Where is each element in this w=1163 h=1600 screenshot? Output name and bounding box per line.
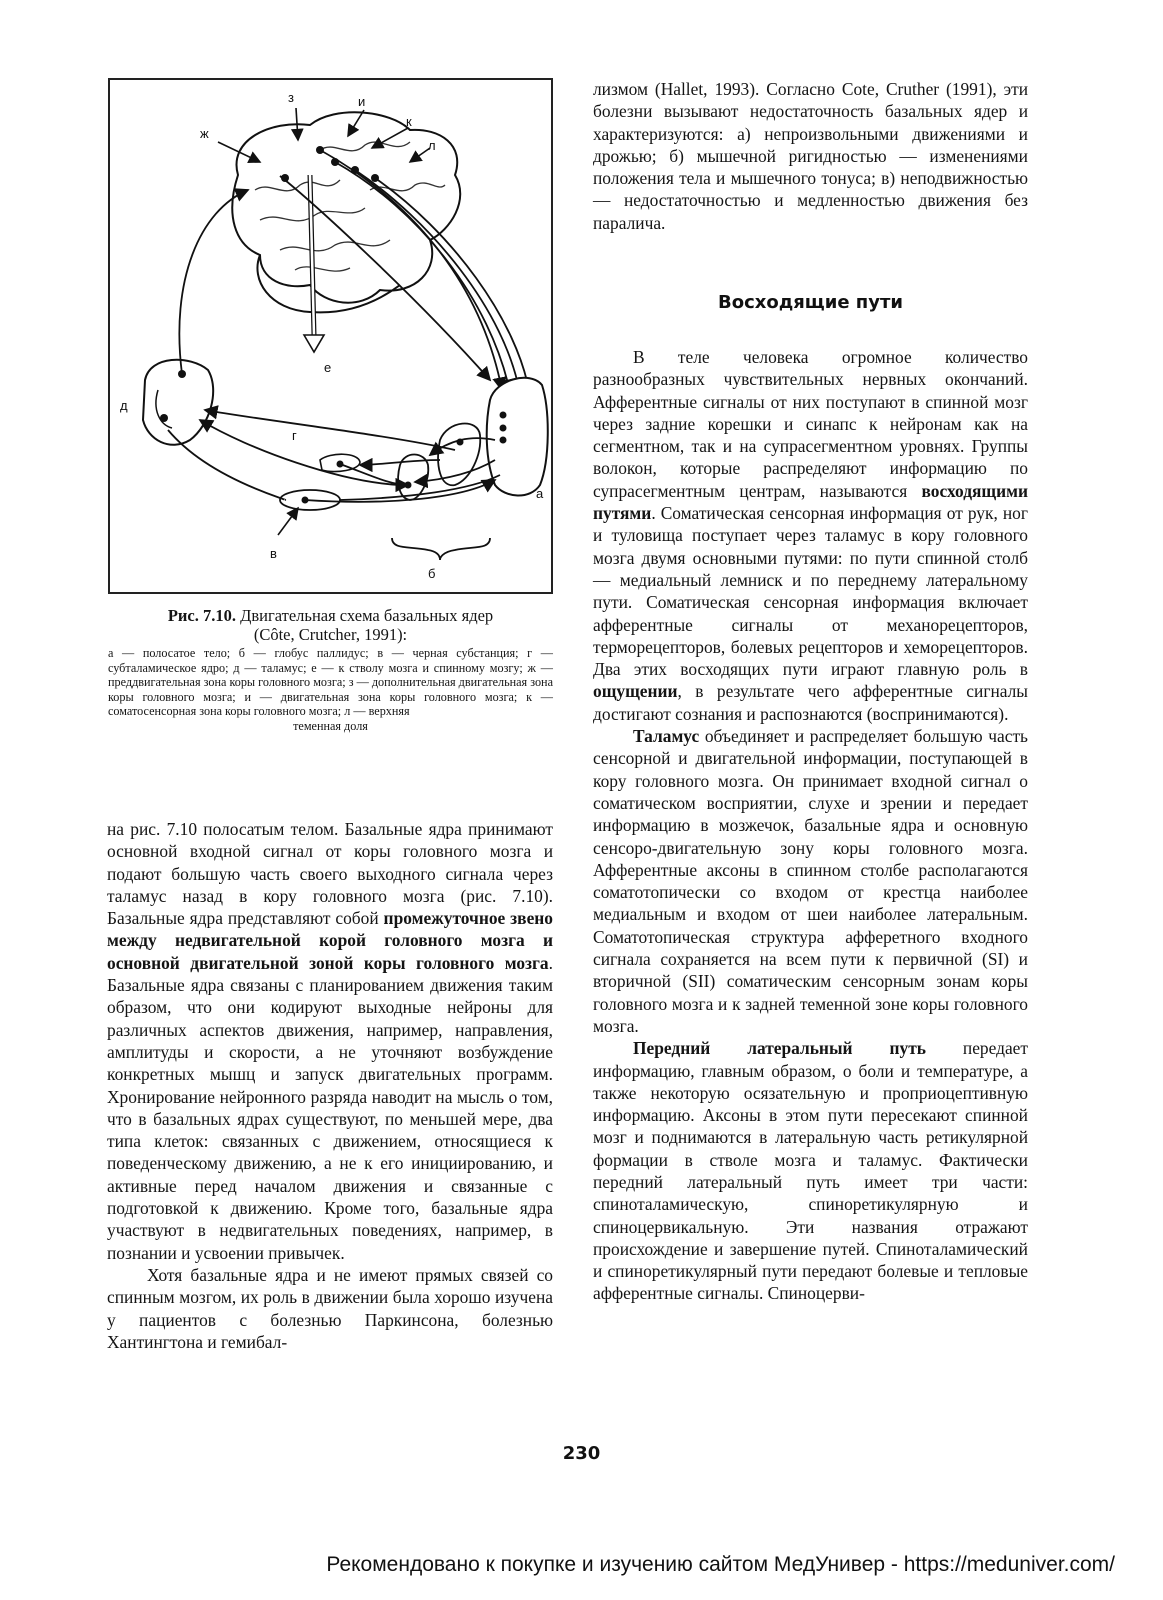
figure-source: (Côte, Crutcher, 1991): (253, 625, 408, 644)
figure-caption (108, 606, 553, 734)
left-paragraph-2: Хотя базальные ядра и не имеют прямых связей со спинным мозгом, их роль в движении была хорошо изучена у пациентов с болезнью Паркинсона, болезнью Хантингтона и гемибал- (107, 1264, 553, 1352)
figure-legend (108, 646, 553, 734)
globus-pallidus-shape (438, 424, 480, 486)
label-z: з (288, 90, 294, 105)
footer-recommendation: Рекомендовано к покупке и изучению сайтом МедУнивер - https://meduniver.com/ (326, 1553, 1115, 1576)
bold-term-thalamus: Таламус (633, 726, 700, 747)
label-v: в (270, 546, 277, 561)
right-paragraph-3: Передний латеральный путь передает информацию, главным образом, о боли и температуре, а также некоторую осязательную и проприоцептивную информацию. Аксоны в этом пути пересекают спинной мозг и поднимаются в латеральную часть ретикулярной формации в стволе мозга и таламус. Фактически передний латеральный путь имеет три части: спиноталамическую, спиноретикулярную и спиноцервикальную. Эти названия отражают происхождение и завершение путей. Спиноталамический и спиноретикулярный пути передают болевые и тепловые афферентные сигналы. Спиноцерви- (593, 1038, 1028, 1304)
label-zh: ж (200, 126, 209, 141)
right-paragraph-1: В теле человека огромное количество разнообразных чувствительных нервных окончаний. Афферентные сигналы от них поступают в спинной мозг через задние корешки и синапс к нейронам как на сегментном, так и на супрасегментном уровнях. Группы волокон, которые распределяют информацию по супрасегментным центрам, называются восходящими путями. Соматическая сенсорная информация от рук, ног и туловища поступает через таламус в кору головного мозга двумя основными путями: по пути спинной столб — медиальный лемниск и по переднему латеральному пути. Соматическая сенсорная информация включает афферентные сигналы от механорецепторов, терморецепторов, болевых рецепторов и хеморецепторов. Два этих восходящих пути играют главную роль в ощущении, в результате чего афферентные сигналы достигают сознания и распознаются (воспринимаются). (593, 347, 1028, 724)
figure-title (108, 606, 553, 644)
brace-b (392, 538, 490, 560)
page-number: 230 (562, 1443, 601, 1464)
bold-term-sensation: ощущении (593, 681, 678, 702)
bold-term-anterolateral: Передний латеральный путь (633, 1038, 926, 1059)
label-k: к (406, 114, 412, 129)
section-heading: Восходящие пути (717, 292, 904, 313)
figure-legend-text: а — полосатое тело; б — глобус паллидус; в — черная субстанция; г — субталамическое ядро; д — таламус; е — к стволу мозга и спинному мозгу; ж — преддвигательная зона коры головного мозга; з — дополнительная двигательная зона коры головного мозга; и — двигательная зона коры головного мозга; к — соматосенсорная зона коры головного мозга; л — верхняя (108, 646, 553, 719)
label-i: и (358, 94, 366, 109)
thalamus-shape (143, 360, 213, 445)
label-g: г (292, 428, 297, 443)
right-column-top (593, 78, 1028, 234)
bold-term-intermediate-link: промежуточное звено между недвигательной корой головного мозга и основной двигательной зоной коры головного мозга (107, 908, 553, 973)
figure-legend-last: теменная доля (293, 718, 368, 733)
basal-ganglia-diagram (110, 80, 551, 592)
right-paragraph-2: Таламус объединяет и распределяет большую часть сенсорной и двигательной информации, поступающей в кору головного мозга. Он принимает входной сигнал о соматическом восприятии, слухе и зрении и передает информацию в мозжечок, базальные ядра и основную сенсоро-двигательную зону коры головного мозга. Афферентные аксоны в спинном столбе располагаются соматотопически со входом от крестца наиболее медиальным и входом от шеи наиболее латеральным. Соматотопическая структура афферетного входного сигнала сохраняется на всем пути к первичной (SI) и вторичной (SII) соматическим сенсорным зонам коры головного мозга и к задней теменной зоне коры головного мозга. (593, 726, 1028, 1036)
left-paragraph-1: на рис. 7.10 полосатым телом. Базальные ядра принимают основной входной сигнал от коры головного мозга и подают большую часть своего выходного сигнала через таламус назад в кору головного мозга (рис. 7.10). Базальные ядра представляют собой промежуточное звено между недвигательной корой головного мозга и основной двигательной зоной коры головного мозга. Базальные ядра связаны с планированием движения таким образом, что они кодируют выходные нейроны для различных аспектов движения, например, направления, амплитуды и скорости, а не уточняют возбуждение конкретных мышц и запуск двигательных программ. Хронирование нейронного разряда наводит на мысль о том, что в базальных ядрах существуют, по меньшей мере, два типа клеток: связанных с движением, относящиеся к поведенческому движению, а не к его инициированию, и активные перед началом движения и связанные с подготовкой к движению. Кроме того, базальные ядра участвуют в недвигательных поведениях, например, в познании и усвоении привычек. (107, 819, 553, 1263)
label-b: б (428, 566, 436, 581)
figure-title-text: Двигательная схема базальных ядер (240, 606, 494, 625)
left-column (107, 818, 553, 1353)
bold-term-ascending: восходящими путями (593, 480, 1028, 524)
brain-cortex-shape (232, 112, 460, 302)
label-e: е (324, 360, 332, 375)
right-column-main (593, 346, 1028, 1305)
figure-diagram (108, 78, 553, 594)
right-paragraph-0: лизмом (Hallet, 1993). Согласно Cote, Cruther (1991), эти болезни вызывают недостаточность базальных ядер и характеризуются: а) непроизвольными движениями и дрожью; б) мышечной ригидностью — изменениями положения тела и мышечного тонуса; в) неподвижностью — недостаточностью и медленностью движения без паралича. (593, 79, 1028, 233)
label-d: д (120, 398, 128, 413)
label-a: а (536, 486, 544, 501)
label-l: л (428, 138, 436, 153)
section-heading-wrap (593, 292, 1028, 313)
figure-number: Рис. 7.10. (167, 606, 236, 625)
